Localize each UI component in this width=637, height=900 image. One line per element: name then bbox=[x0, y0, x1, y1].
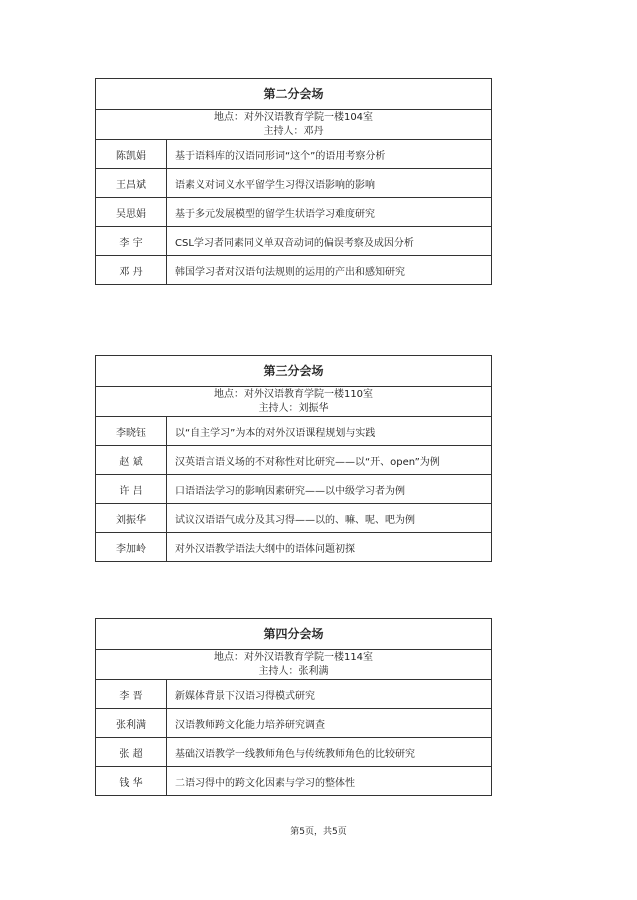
page-footer: 第5页，共5页 bbox=[290, 827, 347, 837]
table-row bbox=[96, 256, 491, 284]
table-row bbox=[96, 475, 491, 504]
presentation-topic: 二语习得中的跨文化因素与学习的整体性 bbox=[175, 777, 355, 789]
table-row bbox=[96, 504, 491, 533]
presenter-name: 吴思娟 bbox=[96, 198, 167, 226]
table-row bbox=[96, 709, 491, 738]
table-row bbox=[96, 417, 491, 446]
table-row bbox=[96, 446, 491, 475]
session-table-3 bbox=[95, 355, 492, 562]
presenter-name: 李晓钰 bbox=[96, 417, 167, 445]
session-table-4 bbox=[95, 618, 492, 796]
presenter-name: 陈凯娟 bbox=[96, 140, 167, 168]
session-title: 第三分会场 bbox=[96, 356, 491, 387]
presenter-name: 李 晋 bbox=[96, 680, 167, 708]
session-title: 第四分会场 bbox=[96, 619, 491, 650]
table-row bbox=[96, 767, 491, 795]
presentation-topic: 基础汉语教学一线教师角色与传统教师角色的比较研究 bbox=[175, 748, 415, 760]
presenter-name: 李加岭 bbox=[96, 533, 167, 561]
presentation-topic: 基于语料库的汉语同形词“这个”的语用考察分析 bbox=[175, 150, 386, 162]
presenter-name: 刘振华 bbox=[96, 504, 167, 532]
presentation-topic: CSL学习者同素同义单双音动词的偏误考察及成因分析 bbox=[175, 237, 414, 249]
session-host: 主持人：刘振华 bbox=[258, 403, 329, 414]
table-row bbox=[96, 140, 491, 169]
presenter-name: 张 超 bbox=[96, 738, 167, 766]
session-table-2 bbox=[95, 78, 492, 285]
session-host: 主持人：邓丹 bbox=[263, 126, 324, 137]
table-row bbox=[96, 227, 491, 256]
presenter-name: 李 宇 bbox=[96, 227, 167, 255]
presenter-name: 许 吕 bbox=[96, 475, 167, 503]
presenter-name: 赵 斌 bbox=[96, 446, 167, 474]
presentation-topic: 汉语教师跨文化能力培养研究调查 bbox=[175, 719, 325, 731]
session-title: 第二分会场 bbox=[96, 79, 491, 110]
presenter-name: 张利满 bbox=[96, 709, 167, 737]
table-row bbox=[96, 680, 491, 709]
presentation-topic: 试议汉语语气成分及其习得——以的、嘛、呢、吧为例 bbox=[175, 514, 415, 526]
session-location: 地点：对外汉语教育学院一楼114室 bbox=[213, 652, 374, 663]
presentation-topic: 基于多元发展模型的留学生状语学习难度研究 bbox=[175, 208, 375, 220]
table-row bbox=[96, 198, 491, 227]
presenter-name: 邓 丹 bbox=[96, 256, 167, 284]
session-info bbox=[96, 110, 491, 140]
table-row bbox=[96, 533, 491, 561]
session-host: 主持人：张利满 bbox=[258, 666, 329, 677]
session-info bbox=[96, 387, 491, 417]
presenter-name: 钱 华 bbox=[96, 767, 167, 795]
presentation-topic: 韩国学习者对汉语句法规则的运用的产出和感知研究 bbox=[175, 266, 405, 278]
session-location: 地点：对外汉语教育学院一楼104室 bbox=[213, 112, 374, 123]
session-info bbox=[96, 650, 491, 680]
presentation-topic: 对外汉语教学语法大纲中的语体问题初探 bbox=[175, 543, 355, 555]
session-location: 地点：对外汉语教育学院一楼110室 bbox=[213, 389, 374, 400]
presentation-topic: 汉英语言语义场的不对称性对比研究——以“开、open”为例 bbox=[175, 456, 440, 468]
presentation-topic: 语素义对词义水平留学生习得汉语影响的影响 bbox=[175, 179, 375, 191]
presentation-topic: 以“自主学习”为本的对外汉语课程规划与实践 bbox=[175, 427, 376, 439]
presentation-topic: 新媒体背景下汉语习得模式研究 bbox=[175, 690, 315, 702]
table-row bbox=[96, 738, 491, 767]
presentation-topic: 口语语法学习的影响因素研究——以中级学习者为例 bbox=[175, 485, 405, 497]
presenter-name: 王昌斌 bbox=[96, 169, 167, 197]
table-row bbox=[96, 169, 491, 198]
